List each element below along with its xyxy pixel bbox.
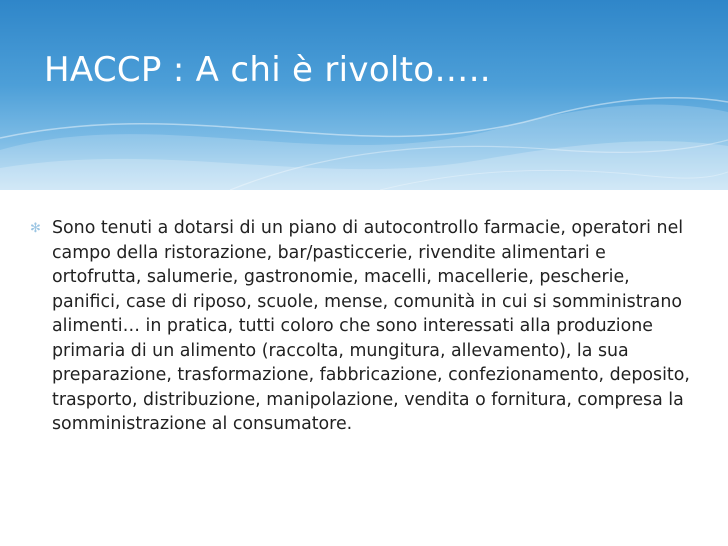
bullet-text: Sono tenuti a dotarsi di un piano di autocontrollo farmacie, operatori nel campo della ristorazione, bar/pasticcerie, rivendite alimentari e ortofrutta, salumerie, gastronomie, macelli, macellerie, pescherie, panifici, case di riposo, scuole, mense, comunità in cui si somministrano alimenti… in pratica, tutti coloro che sono interessati alla produzione primaria di un alimento (raccolta, mungitura, allevamento), la sua preparazione, trasformazione, fabbricazione, confezionamento, deposito, trasporto, distribuzione, manipolazione, vendita o fornitura, compresa la somministrazione al consumatore. xyxy=(52,218,690,434)
asterisk-bullet-icon: ✻ xyxy=(30,221,41,236)
bullet-item xyxy=(30,216,700,437)
slide-title: HACCP : A chi è rivolto….. xyxy=(44,50,491,90)
content-area xyxy=(30,216,700,437)
wave-decoration xyxy=(0,0,728,190)
header-band xyxy=(0,0,728,190)
